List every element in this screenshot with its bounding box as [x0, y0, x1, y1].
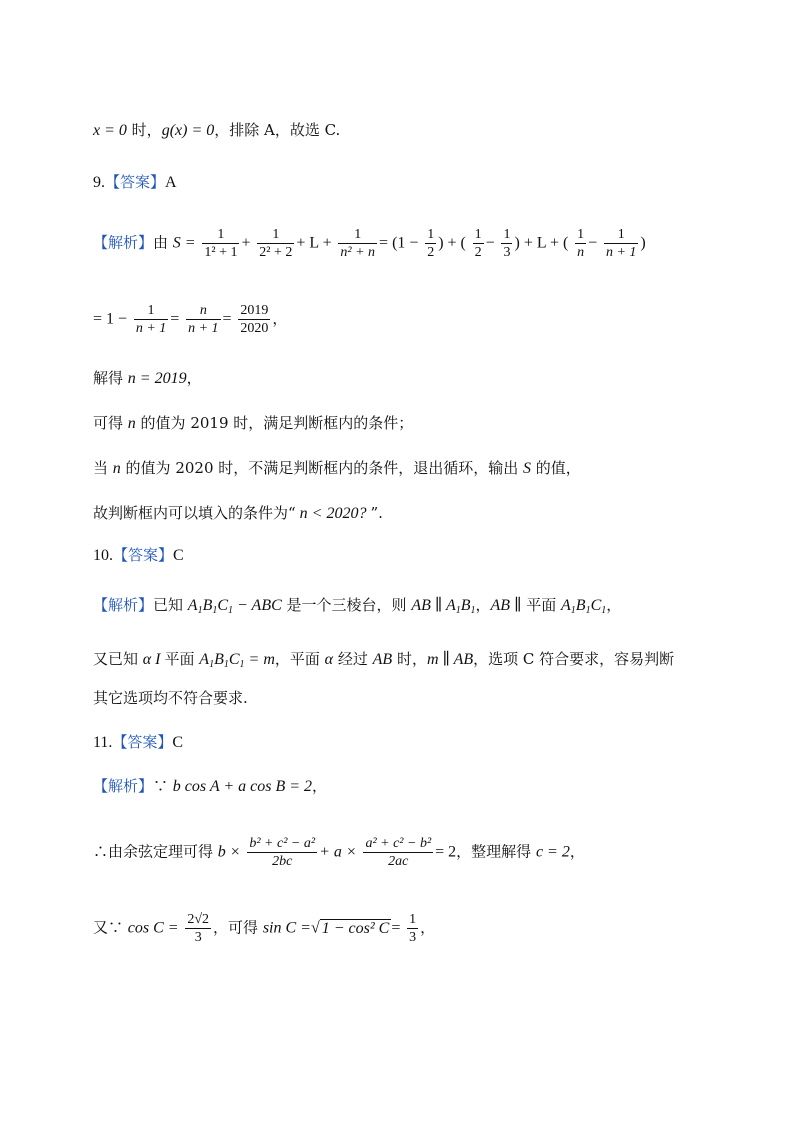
- answer-tag: 【答案】: [105, 173, 166, 191]
- q9-analysis-line1: 【解析】由 S = $\frac{1}{\text{1² + 1}}$ + $\frac{1}{\text{2² + 2}}$ + L + $\frac{1}{\text{n² + n}}$ = (1 − $\frac{1}{2}$ ) + ( $\frac{1}{2}$ − $\frac{1}{3}$ ) + L + ( $\frac{1}{n}$ − $\frac{1}{n + 1}$ ): [93, 227, 646, 260]
- q11-number: 11.: [93, 734, 113, 751]
- q10-answer-line: [93, 545, 184, 566]
- eq-x-zero: x = 0: [93, 122, 127, 139]
- fraction: $\frac{n}{n + 1}$: [188, 303, 219, 336]
- q9-answer-line: [93, 172, 177, 193]
- answer-tag: 【答案】: [113, 546, 174, 564]
- fraction: $\frac{\text{a² + c² − b²}}{2ac}$: [365, 836, 432, 869]
- fraction: $\frac{1}{n + 1}$: [135, 303, 167, 336]
- fraction: $\frac{1}{3}$: [409, 912, 417, 945]
- q9-condition-line1: 可得 n 的值为 2019 时，满足判断框内的条件；: [93, 414, 414, 432]
- analysis-tag: 【解析】: [93, 233, 154, 252]
- parallel-expr: AB ∥ $A_1B_1$: [411, 597, 476, 616]
- analysis-tag: 【解析】: [93, 596, 154, 614]
- fraction: $\frac{1}{2}$: [427, 227, 435, 260]
- q11-answer-line: [93, 732, 183, 753]
- fraction: $\frac{1}{n}$: [577, 227, 585, 260]
- fraction: $\frac{1}{\text{2² + 2}}$: [259, 227, 293, 260]
- sqrt-expr: 1 − cos² C: [321, 919, 390, 937]
- fraction: $\frac{1}{\text{n² + n}}$: [340, 227, 376, 260]
- q10-answer: C: [173, 547, 184, 564]
- fraction: $\frac{2√2}{3}$: [187, 912, 210, 945]
- analysis-tag: 【解析】: [93, 777, 154, 795]
- q9-analysis-line2: = 1 − $\frac{1}{n + 1}$ = $\frac{n}{n + 1}$ = $\frac{2019}{2020}$ ，: [93, 303, 288, 336]
- frustum-expr: $A_1B_1C_1$ − ABC: [187, 597, 282, 616]
- q11-analysis-line1: 【解析】∵ b cos A + a cos B = 2，: [93, 777, 328, 795]
- q9-solve-line: 解得 n = 2019，: [93, 369, 202, 387]
- q11-analysis-line2: ∴由余弦定理可得 b × $\frac{\text{b² + c² − a²}}{2bc}$ + a × $\frac{\text{a² + c² − b²}}{2ac}$ = 2，整理解得 c = 2，: [93, 836, 585, 869]
- q10-analysis-line1: 【解析】已知 $A_1B_1C_1$ − ABC 是一个三棱台，则 AB ∥ $A_1B_1$，AB ∥ 平面 $A_1B_1C_1$，: [93, 596, 622, 616]
- q11-analysis-line3: 又∵ cos C = $\frac{2√2}{3}$ ，可得 sin C =√ 1 − cos² C = $\frac{1}{3}$ ，: [93, 912, 436, 945]
- q9-answer: A: [165, 174, 177, 191]
- fraction: $\frac{1}{2}$: [474, 227, 482, 260]
- fraction: $\frac{\text{b² + c² − a²}}{2bc}$: [249, 836, 316, 869]
- line-gx: x = 0 时，g(x) = 0，排除 A，故选 C.: [93, 121, 341, 139]
- fraction: $\frac{1}{\text{1² + 1}}$: [204, 227, 238, 260]
- q9-condition-line2: 当 n 的值为 2020 时，不满足判断框内的条件，退出循环，输出 S 的值，: [93, 459, 581, 477]
- q10-analysis-line2: 又已知 α I 平面 $A_1B_1C_1 = m$，平面 α 经过 AB 时，m ∥ AB，选项 C 符合要求，容易判断: [93, 650, 675, 670]
- q9-conclusion-line: 故判断框内可以填入的条件为“ n < 2020? ”.: [93, 504, 383, 522]
- answer-tag: 【答案】: [112, 733, 173, 751]
- q10-number: 10.: [93, 547, 113, 564]
- eq-gx-zero: g(x) = 0: [161, 122, 215, 139]
- q9-number: 9.: [93, 174, 105, 191]
- q11-answer: C: [172, 734, 184, 751]
- fraction: $\frac{1}{n + 1}$: [605, 227, 637, 260]
- q10-analysis-line3: 其它选项均不符合要求.: [93, 689, 248, 707]
- fraction: $\frac{2019}{2020}$: [240, 303, 269, 336]
- fraction: $\frac{1}{3}$: [503, 227, 511, 260]
